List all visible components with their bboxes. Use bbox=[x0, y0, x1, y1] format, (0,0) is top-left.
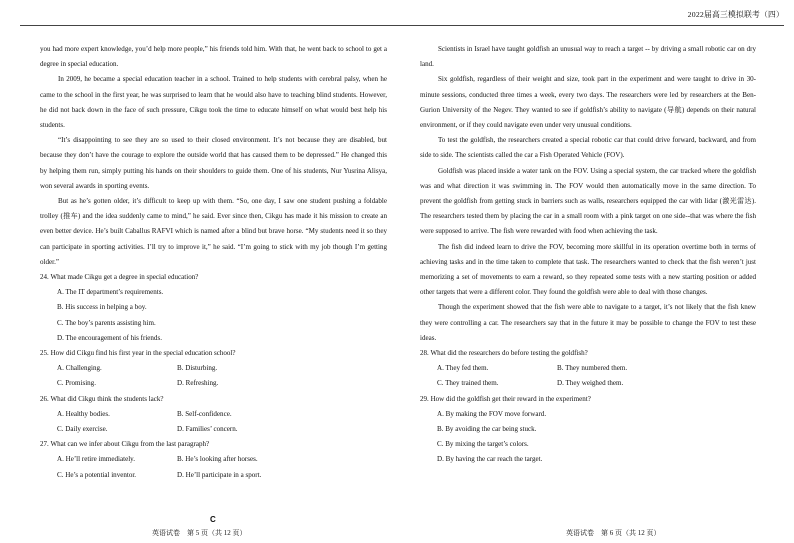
question-26-stem: 26. What did Cikgu think the students lack? bbox=[40, 394, 164, 403]
exam-header-title: 2022届高三模拟联考（四） bbox=[687, 10, 784, 19]
question-28-option-a[interactable]: A. They fed them. bbox=[437, 364, 489, 373]
question-26-option-b[interactable]: B. Self-confidence. bbox=[177, 409, 232, 418]
passage-paragraph: Goldfish was placed inside a water tank on the FOV. Using a special system, the car tracked where the goldfish was and what direction it was swimming in. The FOV would then automatically move in the same direction. To prevent the goldfish from getting stuck in barriers such as walls, researchers equipped the car with lidar (激光雷达). The researchers tested them by placing the car in a small room with a pink target on one side--that was where the fish were supposed to arrive. The fish were rewarded with food when achieving the task. bbox=[420, 166, 756, 236]
passage-paragraph: The fish did indeed learn to drive the FOV, becoming more skillful in its operation overtime both in terms of achieving tasks and in the time taken to complete that task. The researchers wanted to check that the fish weren’t just memorizing a set of movements to earn a reward, so they repeated some tests with a new starting position or added other targets that were a different color. They found the goldfish were able to deal with those changes. bbox=[420, 242, 756, 297]
passage-paragraph: Scientists in Israel have taught goldfish an unusual way to reach a target -- by driving a small robotic car on dry land. bbox=[420, 45, 756, 69]
question-25-stem: 25. How did Cikgu find his first year in the special education school? bbox=[40, 349, 236, 358]
passage-paragraph: “It’s disappointing to see they are so used to their closed environment. It’s not because they are disabled, but because they don’t have the courage to explore the outside world that has caused them to be depressed.” He changed this by helping them run, simply putting his hands on their shoulders to guide them. One of his students, Nur Yusrina Alisya, won several awards in sporting events. bbox=[40, 136, 387, 190]
passage-paragraph: But as he’s gotten older, it’s difficult to keep up with them. “So, one day, I saw one student pushing a foldable trolley (推车) and the idea suddenly came to mind,” he said. Ever since then, Cikgu has made it his mission to create an even better device. He’s built Caballus RAFVI which is named after a blind but brave horse. “My students need it so they can participate in sporting activities. I’ll try to improve it,” he said. “I’m going to stick with my job though I’m getting older.” bbox=[40, 197, 387, 266]
question-28-options-row-2 bbox=[420, 376, 756, 391]
question-24-option-c[interactable]: C. The boy’s parents assisting him. bbox=[57, 318, 156, 327]
question-25-options-row-2 bbox=[40, 376, 387, 391]
question-28-option-c[interactable]: C. They trained them. bbox=[437, 379, 499, 388]
header-divider bbox=[20, 25, 784, 26]
question-24-option-a[interactable]: A. The IT department’s requirements. bbox=[57, 288, 164, 297]
footer-page-number-left: 英语试卷 第 5 页（共 12 页） bbox=[152, 529, 247, 537]
question-29-option-d[interactable]: D. By having the car reach the target. bbox=[437, 455, 543, 464]
footer-page-number-right: 英语试卷 第 6 页（共 12 页） bbox=[566, 529, 661, 537]
question-26-options-row-2 bbox=[40, 422, 387, 437]
question-26-option-d[interactable]: D. Families’ concern. bbox=[177, 425, 238, 434]
question-26-option-a[interactable]: A. Healthy bodies. bbox=[57, 409, 110, 418]
question-27-option-b[interactable]: B. He’s looking after horses. bbox=[177, 455, 258, 464]
question-27-option-a[interactable]: A. He’ll retire immediately. bbox=[57, 455, 136, 464]
question-28-stem: 28. What did the researchers do before testing the goldfish? bbox=[420, 349, 588, 358]
section-c-heading: C bbox=[210, 515, 216, 524]
question-28-option-b[interactable]: B. They numbered them. bbox=[557, 364, 628, 373]
right-column bbox=[420, 42, 756, 468]
question-26-options-row-1 bbox=[40, 407, 387, 422]
question-27-options-row-2 bbox=[40, 468, 387, 483]
question-25-option-c[interactable]: C. Promising. bbox=[57, 379, 96, 388]
question-25-options-row-1 bbox=[40, 361, 387, 376]
question-27-option-d[interactable]: D. He’ll participate in a sport. bbox=[177, 470, 262, 479]
question-29-stem: 29. How did the goldfish get their reward in the experiment? bbox=[420, 394, 591, 403]
question-25-option-a[interactable]: A. Challenging. bbox=[57, 364, 102, 373]
passage-paragraph: Six goldfish, regardless of their weight and size, took part in the experiment and were taught to drive in 30-minute sessions, conducted three times a week, every two days. The researchers were led by researchers at the Ben-Gurion University of the Negev. They wanted to see if goldfish’s ability to navigate (导航) depends on their natural environment, or if they could navigate even under very unusual conditions. bbox=[420, 75, 756, 130]
question-27-option-c[interactable]: C. He’s a potential inventor. bbox=[57, 470, 137, 479]
passage-paragraph: In 2009, he became a special education teacher in a school. Trained to help students with cerebral palsy, when he came to the school in the first year, he was surprised to learn that he would also have to teaching blind students. However, he did not back down in the face of such pressure, Cikgu took the time to educate himself on what would best help his students. bbox=[40, 75, 387, 130]
passage-paragraph: To test the goldfish, the researchers created a special robotic car that could drive forward, backward, and from side to side. The scientists called the car a Fish Operated Vehicle (FOV). bbox=[420, 136, 756, 160]
question-24-option-b[interactable]: B. His success in helping a boy. bbox=[57, 303, 147, 312]
question-26-option-c[interactable]: C. Daily exercise. bbox=[57, 425, 108, 434]
question-24-stem: 24. What made Cikgu get a degree in special education? bbox=[40, 273, 199, 282]
question-29-option-a[interactable]: A. By making the FOV move forward. bbox=[437, 409, 547, 418]
passage-paragraph: you had more expert knowledge, you’d help more people,” his friends told him. With that, he went back to school to get a degree in special education. bbox=[40, 45, 387, 69]
question-27-options-row-1 bbox=[40, 452, 387, 467]
question-25-option-b[interactable]: B. Disturbing. bbox=[177, 364, 218, 373]
passage-paragraph: Though the experiment showed that the fish were able to navigate to a target, it’s not likely that the fish knew they were controlling a car. The researchers say that in the future it may be possible to change the FOV to test these ideas. bbox=[420, 303, 756, 342]
question-28-option-d[interactable]: D. They weighed them. bbox=[557, 379, 624, 388]
question-29-option-b[interactable]: B. By avoiding the car being stuck. bbox=[437, 425, 537, 434]
left-column bbox=[40, 42, 387, 483]
question-27-stem: 27. What can we infer about Cikgu from the last paragraph? bbox=[40, 440, 210, 449]
question-29-option-c[interactable]: C. By mixing the target’s colors. bbox=[437, 440, 529, 449]
question-25-option-d[interactable]: D. Refreshing. bbox=[177, 379, 219, 388]
question-28-options-row-1 bbox=[420, 361, 756, 376]
question-24-option-d[interactable]: D. The encouragement of his friends. bbox=[57, 333, 162, 342]
